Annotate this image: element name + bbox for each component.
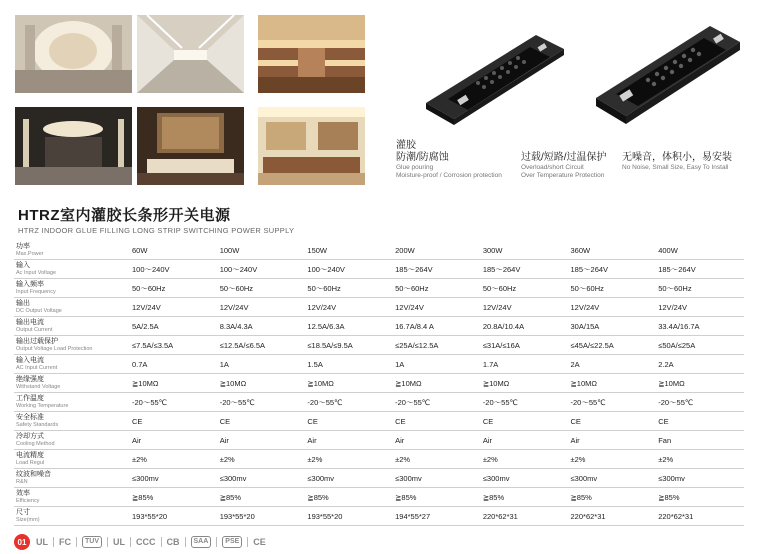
table-cell: 12V/24V: [481, 298, 569, 317]
table-row: [14, 317, 744, 336]
table-cell: ≧10MΩ: [481, 374, 569, 393]
table-cell: ≤300mv: [305, 469, 393, 488]
row-label-en: Input Frequency: [16, 288, 56, 295]
table-cell: 8.3A/4.3A: [218, 317, 306, 336]
table-cell: 185～264V: [569, 260, 657, 279]
table-cell: ≧85%: [218, 488, 306, 507]
table-cell: 1A: [218, 355, 306, 374]
table-row: [14, 260, 744, 279]
page-title: HTRZ室内灌胶长条形开关电源: [18, 207, 231, 224]
table-cell: ≤31A/≤16A: [481, 336, 569, 355]
row-label-zh: 尺寸: [16, 508, 30, 516]
cert-ul-mark: UL: [113, 537, 125, 547]
row-label-en: Max.Power: [16, 250, 44, 257]
table-row: [14, 488, 744, 507]
table-cell: -20～55℃: [218, 393, 306, 412]
table-cell: ±2%: [569, 450, 657, 469]
row-label-zh: 纹波和噪音: [16, 470, 51, 478]
spec-table: [14, 241, 744, 526]
table-cell: ≤300mv: [656, 469, 744, 488]
row-label-zh: 输出电流: [16, 318, 44, 326]
table-cell: 12V/24V: [305, 298, 393, 317]
table-cell: 50～60Hz: [481, 279, 569, 298]
table-cell: 2.2A: [656, 355, 744, 374]
table-cell: 50～60Hz: [656, 279, 744, 298]
row-label-en: Efficiency: [16, 497, 40, 504]
feature-title: 无噪音，体积小，易安装: [622, 152, 732, 163]
footer: [14, 532, 266, 552]
table-cell: 193*55*20: [218, 507, 306, 526]
table-cell: Fan: [656, 431, 744, 450]
row-label: [14, 355, 130, 374]
table-cell: 100～240V: [218, 260, 306, 279]
table-row: [14, 431, 744, 450]
feature-desc: Glue pouring Moisture-proof / Corrosion protection: [396, 164, 502, 179]
table-cell: 50～60Hz: [130, 279, 218, 298]
row-label-zh: 输入: [16, 261, 30, 269]
row-label-zh: 冷却方式: [16, 432, 44, 440]
cert-separator: [76, 537, 77, 547]
row-label: [14, 298, 130, 317]
table-cell: Air: [130, 431, 218, 450]
cert-fc-mark: FC: [59, 537, 71, 547]
cert-tuv-mark: TUV: [82, 536, 102, 548]
table-cell: 360W: [569, 241, 657, 260]
table-row: [14, 412, 744, 431]
photo-mall-atrium: [15, 15, 132, 93]
table-cell: Air: [218, 431, 306, 450]
table-cell: Air: [481, 431, 569, 450]
table-cell: 200W: [393, 241, 481, 260]
row-label-zh: 安全标准: [16, 413, 44, 421]
row-label-en: R&N: [16, 478, 28, 485]
photo-lounge: [137, 107, 244, 185]
table-cell: 1A: [393, 355, 481, 374]
row-label-en: Output Current: [16, 326, 53, 333]
row-label-zh: 工作温度: [16, 394, 44, 402]
table-row: [14, 507, 744, 526]
row-label-zh: 输出: [16, 299, 30, 307]
table-cell: ≤300mv: [393, 469, 481, 488]
table-cell: ≤7.5A/≤3.5A: [130, 336, 218, 355]
table-cell: 50～60Hz: [218, 279, 306, 298]
table-cell: 12.5A/6.3A: [305, 317, 393, 336]
table-row: [14, 241, 744, 260]
cert-cb-mark: CB: [166, 537, 180, 547]
table-cell: 60W: [130, 241, 218, 260]
table-cell: 185～264V: [656, 260, 744, 279]
feature-desc: Overload/short Circuit Over Temperature Protection: [521, 164, 605, 179]
row-label: [14, 317, 130, 336]
row-label: [14, 412, 130, 431]
table-cell: ≤300mv: [218, 469, 306, 488]
feature-glue-pouring: [396, 140, 502, 180]
page-number: 01: [14, 534, 30, 550]
table-row: [14, 355, 744, 374]
table-cell: ≤12.5A/≤6.5A: [218, 336, 306, 355]
table-cell: CE: [656, 412, 744, 431]
table-cell: 12V/24V: [569, 298, 657, 317]
table-cell: -20～55℃: [481, 393, 569, 412]
cert-separator: [185, 537, 186, 547]
table-cell: ≧10MΩ: [130, 374, 218, 393]
table-cell: 300W: [481, 241, 569, 260]
photo-corridor: [137, 15, 244, 93]
table-row: [14, 279, 744, 298]
table-cell: CE: [393, 412, 481, 431]
row-label-en: Ac Input Voltage: [16, 269, 57, 276]
table-row: [14, 298, 744, 317]
row-label: [14, 336, 130, 355]
table-cell: 100W: [218, 241, 306, 260]
table-cell: 1.5A: [305, 355, 393, 374]
cert-ce-mark: CE: [253, 537, 266, 547]
table-cell: 12V/24V: [218, 298, 306, 317]
table-cell: ≧10MΩ: [218, 374, 306, 393]
cert-ul-mark: UL: [36, 537, 48, 547]
table-cell: 33.4A/16.7A: [656, 317, 744, 336]
table-cell: 12V/24V: [656, 298, 744, 317]
table-cell: 220*62*31: [481, 507, 569, 526]
table-cell: 193*55*20: [130, 507, 218, 526]
table-cell: ≤50A/≤25A: [656, 336, 744, 355]
table-cell: ±2%: [656, 450, 744, 469]
table-cell: 30A/15A: [569, 317, 657, 336]
table-cell: ±2%: [305, 450, 393, 469]
row-label: [14, 469, 130, 488]
table-cell: Air: [393, 431, 481, 450]
table-cell: 50～60Hz: [569, 279, 657, 298]
table-cell: 1.7A: [481, 355, 569, 374]
table-cell: 16.7A/8.4 A: [393, 317, 481, 336]
feature-no-noise: [622, 152, 732, 172]
table-cell: ≤300mv: [481, 469, 569, 488]
table-cell: ≤300mv: [569, 469, 657, 488]
table-cell: 194*55*27: [393, 507, 481, 526]
cert-separator: [247, 537, 248, 547]
table-cell: -20～55℃: [305, 393, 393, 412]
table-cell: ±2%: [393, 450, 481, 469]
row-label-zh: 输入频率: [16, 280, 44, 288]
row-label-zh: 功率: [16, 242, 30, 250]
photo-lobby-chandelier: [15, 107, 132, 185]
table-cell: ≧85%: [569, 488, 657, 507]
row-label-en: Working Temperature: [16, 402, 69, 409]
row-label: [14, 260, 130, 279]
row-label-zh: 绝缘强度: [16, 375, 44, 383]
table-cell: -20～55℃: [393, 393, 481, 412]
table-cell: CE: [305, 412, 393, 431]
table-cell: ≤18.5A/≤9.5A: [305, 336, 393, 355]
table-cell: Air: [305, 431, 393, 450]
cert-pse-mark: PSE: [222, 536, 242, 548]
table-cell: 12V/24V: [130, 298, 218, 317]
power-supply-image-large: [590, 18, 745, 126]
cert-separator: [216, 537, 217, 547]
table-cell: CE: [130, 412, 218, 431]
feature-title: 过载/短路/过温保护: [521, 152, 607, 163]
table-cell: ≧85%: [305, 488, 393, 507]
photo-living-room: [258, 107, 365, 185]
row-label-zh: 效率: [16, 489, 30, 497]
row-label: [14, 279, 130, 298]
table-cell: 5A/2.5A: [130, 317, 218, 336]
row-label-en: Size(mm): [16, 516, 40, 523]
table-cell: 220*62*31: [569, 507, 657, 526]
table-cell: 0.7A: [130, 355, 218, 374]
table-cell: ≤300mv: [130, 469, 218, 488]
table-cell: 20.8A/10.4A: [481, 317, 569, 336]
table-cell: 12V/24V: [393, 298, 481, 317]
table-cell: 100～240V: [130, 260, 218, 279]
cert-separator: [130, 537, 131, 547]
row-label-en: Output Voltage Load Protection: [16, 345, 93, 352]
table-cell: ≤45A/≤22.5A: [569, 336, 657, 355]
table-cell: ≧10MΩ: [305, 374, 393, 393]
table-cell: ≤25A/≤12.5A: [393, 336, 481, 355]
table-cell: ≧10MΩ: [393, 374, 481, 393]
table-cell: ≧85%: [393, 488, 481, 507]
row-label: [14, 241, 130, 260]
cert-saa-mark: SAA: [191, 536, 212, 548]
table-cell: 400W: [656, 241, 744, 260]
table-cell: ≧85%: [656, 488, 744, 507]
table-cell: 220*62*31: [656, 507, 744, 526]
table-cell: CE: [481, 412, 569, 431]
table-cell: ≧85%: [130, 488, 218, 507]
feature-desc: No Noise, Small Size, Easy To Install: [622, 164, 729, 171]
table-row: [14, 393, 744, 412]
row-label-zh: 电流精度: [16, 451, 44, 459]
cert-separator: [161, 537, 162, 547]
table-cell: ±2%: [130, 450, 218, 469]
table-cell: -20～55℃: [656, 393, 744, 412]
row-label: [14, 431, 130, 450]
row-label-en: Safety Standards: [16, 421, 59, 428]
row-label-en: Load Regul: [16, 459, 45, 466]
table-cell: CE: [218, 412, 306, 431]
table-cell: 193*55*20: [305, 507, 393, 526]
table-row: [14, 469, 744, 488]
table-cell: 100～240V: [305, 260, 393, 279]
table-cell: 185～264V: [393, 260, 481, 279]
table-cell: 50～60Hz: [305, 279, 393, 298]
feature-title: 灌胶 防潮/防腐蚀: [396, 140, 449, 163]
row-label: [14, 374, 130, 393]
row-label-en: DC Output Voltage: [16, 307, 62, 314]
table-cell: 185～264V: [481, 260, 569, 279]
table-cell: Air: [569, 431, 657, 450]
row-label: [14, 450, 130, 469]
table-cell: 50～60Hz: [393, 279, 481, 298]
row-label: [14, 507, 130, 526]
row-label-zh: 输出过载保护: [16, 337, 58, 345]
table-cell: CE: [569, 412, 657, 431]
table-row: [14, 450, 744, 469]
photo-shopping-mall: [258, 15, 365, 93]
row-label-en: Withstand Voltage: [16, 383, 61, 390]
feature-protection: [521, 152, 607, 180]
cert-separator: [107, 537, 108, 547]
table-cell: 2A: [569, 355, 657, 374]
cert-separator: [53, 537, 54, 547]
table-cell: -20～55℃: [130, 393, 218, 412]
table-cell: -20～55℃: [569, 393, 657, 412]
row-label-en: Cooling Method: [16, 440, 55, 447]
certification-logos: [36, 536, 266, 548]
table-cell: ±2%: [218, 450, 306, 469]
table-cell: ≧10MΩ: [569, 374, 657, 393]
power-supply-image-small: [418, 25, 568, 125]
table-cell: ≧85%: [481, 488, 569, 507]
cert-ccc-mark: CCC: [136, 537, 156, 547]
table-cell: 150W: [305, 241, 393, 260]
table-cell: ±2%: [481, 450, 569, 469]
table-cell: ≧10MΩ: [656, 374, 744, 393]
row-label: [14, 488, 130, 507]
row-label-zh: 输入电流: [16, 356, 44, 364]
page-subtitle: HTRZ INDOOR GLUE FILLING LONG STRIP SWITCHING POWER SUPPLY: [18, 226, 295, 235]
row-label: [14, 393, 130, 412]
row-label-en: AC Input Current: [16, 364, 58, 371]
table-row: [14, 374, 744, 393]
table-row: [14, 336, 744, 355]
